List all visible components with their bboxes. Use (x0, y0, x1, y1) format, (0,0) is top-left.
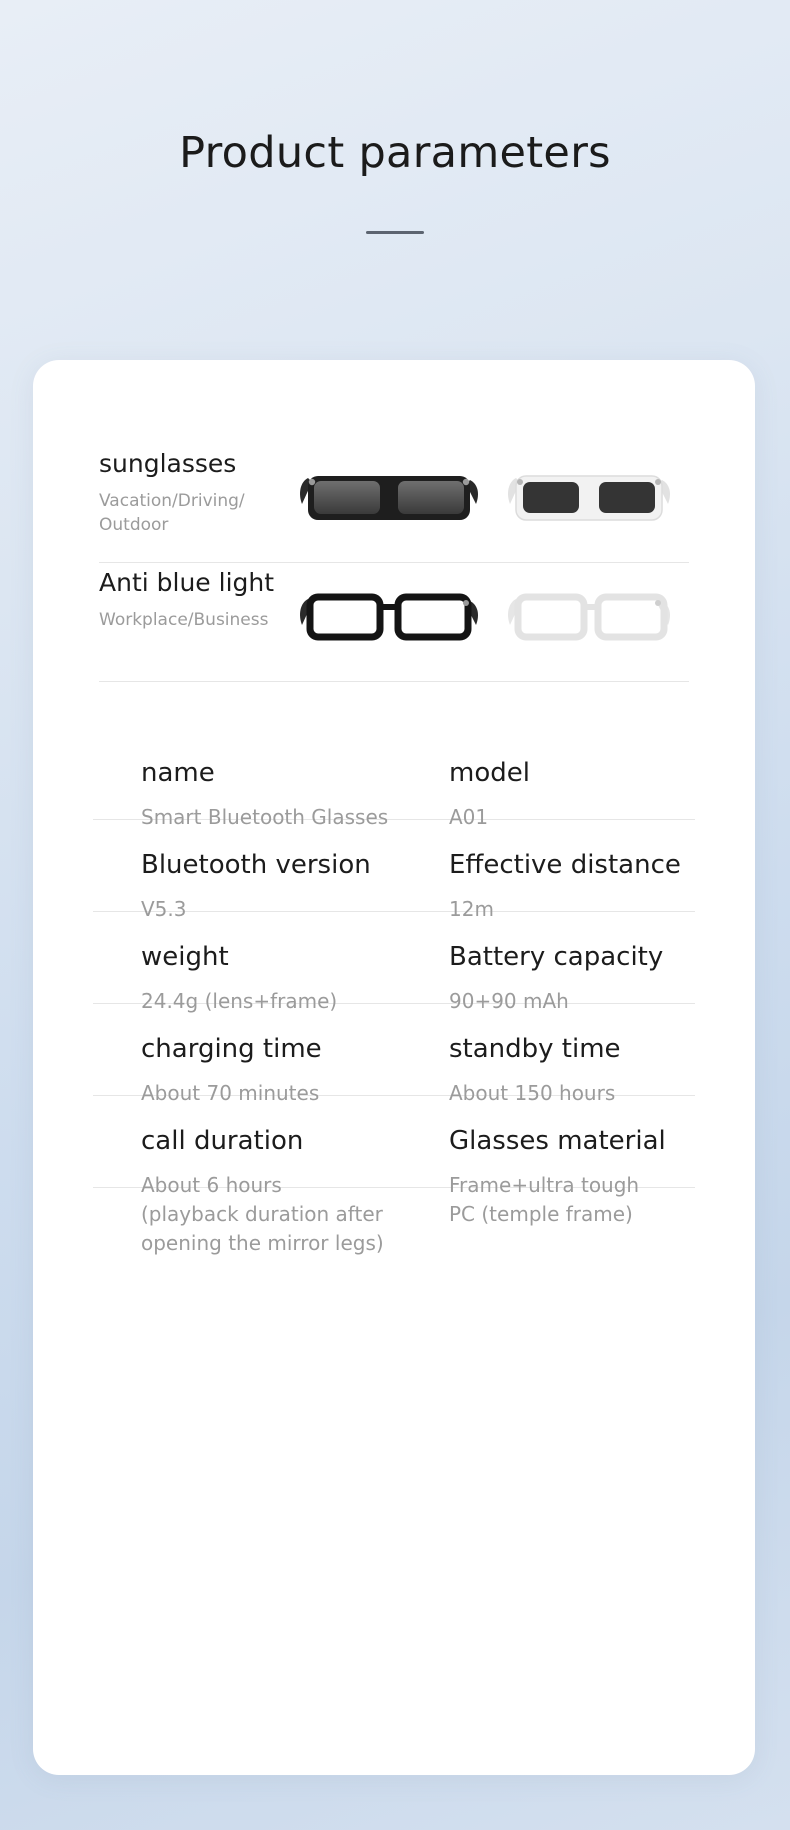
spec-row-call-material (93, 1096, 695, 1256)
product-subtitle (99, 608, 289, 633)
spec-label: weight (141, 942, 229, 972)
spec-value: Smart Bluetooth Glasses (141, 805, 389, 830)
product-subtitle (99, 489, 289, 538)
page-header (0, 0, 790, 234)
spec-value: 90+90 mAh (449, 989, 569, 1014)
product-title: sunglasses (99, 449, 237, 478)
product-row-labels (99, 569, 289, 632)
spec-value: A01 (449, 805, 489, 830)
spec-row-bluetooth-distance (93, 820, 695, 922)
spec-label: charging time (141, 1034, 322, 1064)
product-row-anti-blue-light (99, 563, 689, 682)
spec-label: standby time (449, 1034, 621, 1064)
spec-card (33, 360, 755, 1775)
spec-row-charging-standby (93, 1004, 695, 1106)
spec-label: name (141, 758, 215, 788)
spec-label: Glasses material (449, 1126, 666, 1156)
spec-label: Bluetooth version (141, 850, 371, 880)
spec-label: call duration (141, 1126, 304, 1156)
product-subtitle-line-1: Vacation/Driving/ (99, 490, 245, 511)
spec-value-line-1: About 6 hours (141, 1173, 282, 1198)
spec-row-weight-battery (93, 912, 695, 1014)
white-clear-glasses-icon (494, 579, 684, 659)
black-clear-glasses-icon (294, 579, 484, 659)
product-title: Anti blue light (99, 568, 275, 597)
product-row-sunglasses (99, 444, 689, 563)
product-images (294, 444, 724, 556)
spec-value: About 70 minutes (141, 1081, 320, 1106)
spec-value (449, 1171, 749, 1229)
black-sunglasses-icon (294, 460, 484, 540)
spec-value: V5.3 (141, 897, 187, 922)
product-subtitle-line-2: Outdoor (99, 515, 169, 536)
spec-value: 24.4g (lens+frame) (141, 989, 338, 1014)
product-images (294, 563, 724, 675)
spec-value-line-3: opening the mirror legs) (141, 1231, 384, 1256)
spec-value (141, 1171, 441, 1258)
spec-label: Battery capacity (449, 942, 664, 972)
spec-label: model (449, 758, 530, 788)
spec-cell-call-duration (141, 1126, 441, 1258)
white-sunglasses-icon (494, 460, 684, 540)
section-gap (33, 682, 755, 728)
spec-value: 12m (449, 897, 494, 922)
spec-cell-glasses-material (449, 1126, 749, 1229)
spec-value-line-1: Frame+ultra tough (449, 1173, 640, 1198)
spec-value-line-2: (playback duration after (141, 1202, 383, 1227)
product-row-labels (99, 450, 289, 538)
spec-value-line-2: PC (temple frame) (449, 1202, 633, 1227)
page-title: Product parameters (179, 128, 611, 178)
title-divider (366, 231, 424, 234)
spec-label: Effective distance (449, 850, 681, 880)
product-subtitle-line-1: Workplace/Business (99, 609, 269, 630)
spec-value: About 150 hours (449, 1081, 616, 1106)
spec-row-name-model (93, 728, 695, 830)
